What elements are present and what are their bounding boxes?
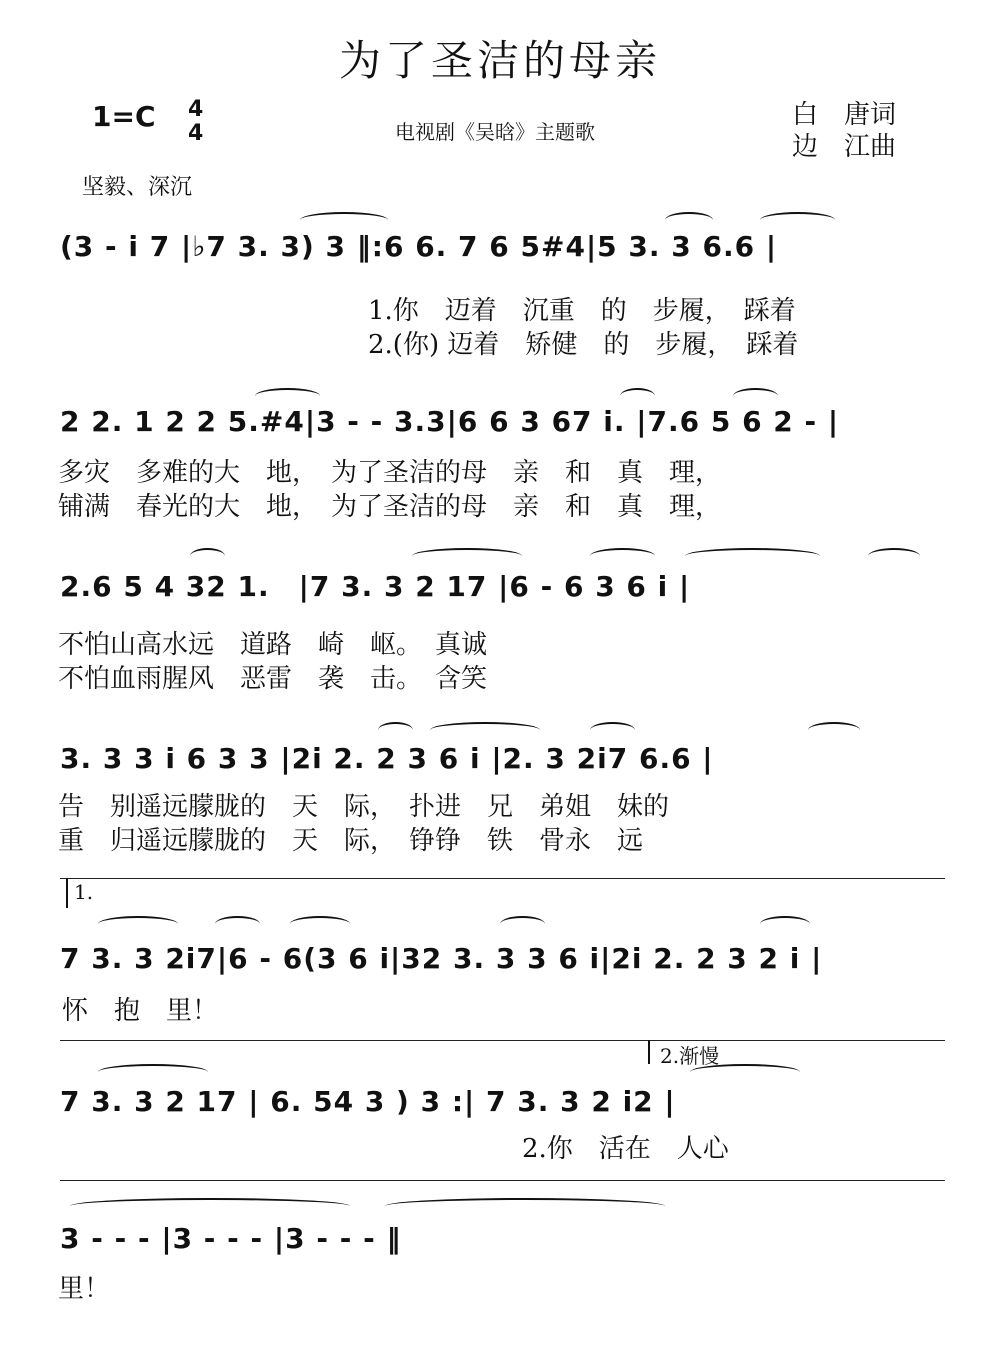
tie (70, 1198, 350, 1214)
slur (300, 212, 388, 228)
slur (98, 1064, 208, 1080)
composer-credit: 边 江曲 (792, 132, 897, 162)
volta-bracket-line (60, 1040, 945, 1041)
slur (665, 212, 713, 228)
tie (385, 1198, 665, 1214)
slur (590, 722, 635, 738)
slur (378, 722, 413, 738)
slur (760, 212, 835, 228)
slur (760, 916, 810, 932)
staff-separator (60, 1180, 945, 1181)
volta-bracket-line (60, 878, 945, 879)
notation-row-2: 2 2. 1 2 2 5.#4|3 - - 3.3|6 6 3 67 i. |7.6 5 6 2 - | (60, 405, 840, 438)
notation-row-3: 2.6 5 4 32 1. |7 3. 3 2 17 |6 - 6 3 6 i | (60, 570, 691, 603)
lyrics-row-5: 怀 抱 里！ (62, 996, 219, 1026)
lyrics-row-4-verse-2: 重 归遥远朦胧的 天 际， 铮铮 铁 骨永 远 (58, 826, 644, 856)
notation-row-5: 7 3. 3 2i7|6 - 6(3 6 i|32 3. 3 3 6 i|2i 2. 2 3 2 i | (60, 942, 823, 975)
lyrics-row-1-verse-1: 1.你 迈着 沉重 的 步履， 踩着 (368, 296, 796, 326)
volta-bracket-edge (66, 878, 68, 908)
volta-2-label: 2.渐慢 (660, 1044, 720, 1068)
slur (620, 388, 655, 404)
slur (868, 548, 920, 564)
notation-row-6: 7 3. 3 2 17 | 6. 54 3 ) 3 :| 7 3. 3 2 i2 | (60, 1085, 676, 1118)
lyrics-row-6: 2.你 活在 人心 (522, 1134, 729, 1164)
notation-row-4: 3. 3 3 i 6 3 3 |2i 2. 2 3 6 i |2. 3 2i7 6.6 | (60, 742, 714, 775)
lyrics-row-3-verse-2: 不怕血雨腥风 恶雷 袭 击。 含笑 (58, 664, 488, 694)
slur (808, 722, 860, 738)
slur (290, 916, 350, 932)
lyrics-row-4-verse-1: 告 别遥远朦胧的 天 际， 扑进 兄 弟姐 妹的 (58, 792, 670, 822)
notation-row-7: 3 - - - |3 - - - |3 - - - ‖ (60, 1222, 402, 1255)
lyrics-row-1-verse-2: 2.(你) 迈着 矫健 的 步履， 踩着 (368, 330, 799, 360)
notation-row-1: (3 - i 7 |♭7 3. 3) 3 ‖:6 6. 7 6 5#4|5 3. 3 6.6 | (60, 230, 778, 263)
slur (430, 722, 540, 738)
volta-bracket-edge (648, 1040, 650, 1064)
time-signature (188, 98, 203, 146)
key-signature: 1=C (92, 100, 156, 133)
subtitle: 电视剧《吴晗》主题歌 (395, 120, 595, 144)
tempo-marking: 坚毅、深沉 (82, 175, 193, 200)
slur (255, 388, 320, 404)
slur (215, 916, 260, 932)
slur (98, 916, 178, 932)
slur (690, 1064, 800, 1080)
volta-1-label: 1. (74, 880, 94, 904)
lyrics-row-2-verse-1: 多灾 多难的大 地， 为了圣洁的母 亲 和 真 理， (58, 458, 722, 488)
slur (412, 548, 522, 564)
slur (190, 548, 225, 564)
lyrics-row-3-verse-1: 不怕山高水远 道路 崎 岖。 真诚 (58, 630, 488, 660)
slur (733, 388, 778, 404)
time-signature-bottom: 4 (188, 121, 204, 146)
song-title: 为了圣洁的母亲 (338, 36, 661, 85)
time-signature-top: 4 (188, 97, 204, 122)
slur (500, 916, 545, 932)
lyricist-credit: 白 唐词 (792, 100, 897, 130)
slur (590, 548, 655, 564)
slur (685, 548, 820, 564)
lyrics-row-7: 里！ (58, 1274, 111, 1304)
lyrics-row-2-verse-2: 铺满 春光的大 地， 为了圣洁的母 亲 和 真 理， (58, 492, 722, 522)
